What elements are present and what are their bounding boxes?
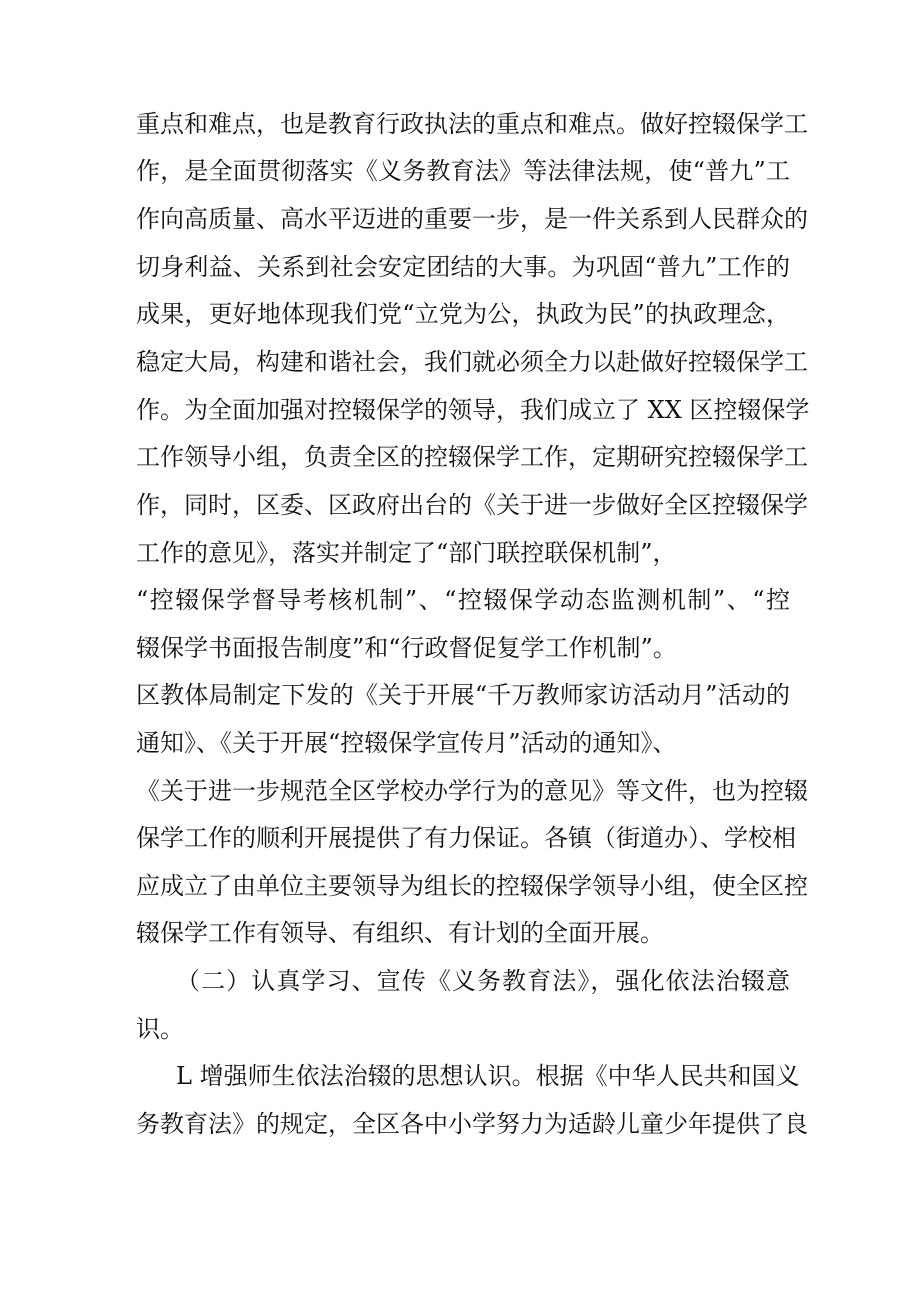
text-line: “控辍保学督导考核机制”、“控辍保学动态监测机制”、“控 xyxy=(136,586,790,614)
text-line: 辍保学工作有领导、有组织、有计划的全面开展。 xyxy=(136,919,664,947)
section-heading: （二）认真学习、宣传《义务教育法》，强化依法治辍意 xyxy=(176,967,790,995)
text-line: 切身利益、关系到社会安定团结的大事。为巩固“普九”工作的 xyxy=(136,253,790,281)
text-line: 工作的意见》，落实并制定了“部门联控联保机制”， xyxy=(136,539,677,567)
section-heading-continued: 识。 xyxy=(136,1015,184,1043)
text-line: 区教体局制定下发的《关于开展“千万教师家访活动月”活动的 xyxy=(136,681,790,709)
text-line: 应成立了由单位主要领导为组长的控辍保学领导小组，使全区控 xyxy=(136,872,808,900)
text-line: 务教育法》的规定，全区各中小学努力为适龄儿童少年提供了良 xyxy=(136,1110,808,1138)
text-line: 作向高质量、高水平迈进的重要一步，是一件关系到人民群众的 xyxy=(136,205,808,233)
text-line: 成果，更好地体现我们党“立党为公，执政为民”的执政理念， xyxy=(136,300,790,328)
text-line: 作，是全面贯彻落实《义务教育法》等法律法规，使“普九”工 xyxy=(136,157,790,185)
text-line: 保学工作的顺利开展提供了有力保证。各镇（街道办）、学校相 xyxy=(136,824,796,852)
text-line: 通知》、《关于开展“控辍保学宣传月”活动的通知》、 xyxy=(136,729,677,757)
text-line: 辍保学书面报告制度”和“行政督促复学工作机制”。 xyxy=(136,634,677,662)
text-line: L 增强师生依法治辍的思想认识。根据《中华人民共和国义 xyxy=(176,1062,800,1090)
text-line: 作。为全面加强对控辍保学的领导，我们成立了 XX 区控辍保学 xyxy=(136,396,810,424)
text-line: 重点和难点，也是教育行政执法的重点和难点。做好控辍保学工 xyxy=(136,110,808,138)
text-line: 工作领导小组，负责全区的控辍保学工作，定期研究控辍保学工 xyxy=(136,443,808,471)
text-line: 稳定大局，构建和谐社会，我们就必须全力以赴做好控辍保学工 xyxy=(136,348,808,376)
text-line: 《关于进一步规范全区学校办学行为的意见》等文件，也为控辍 xyxy=(136,777,808,805)
text-line: 作，同时，区委、区政府出台的《关于进一步做好全区控辍保学 xyxy=(136,491,808,519)
